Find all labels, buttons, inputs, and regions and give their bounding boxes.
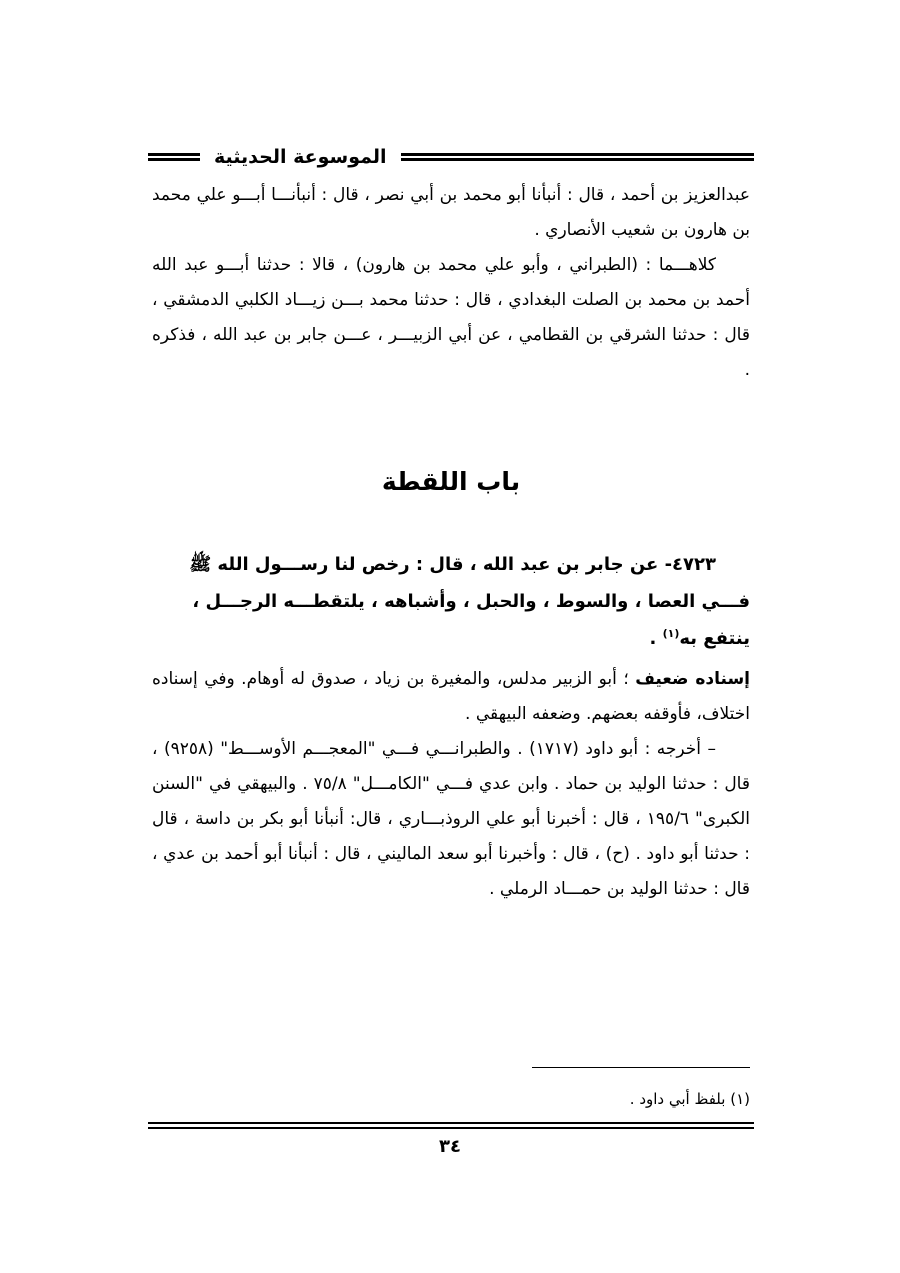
commentary — [152, 662, 750, 907]
header-rule-left — [148, 153, 200, 161]
footnote-rule — [532, 1067, 750, 1068]
hadith-end: . — [649, 628, 663, 649]
grading-paragraph — [152, 662, 750, 732]
footer-rule — [148, 1122, 754, 1129]
header-rule-right — [401, 153, 755, 161]
chain-continuation — [152, 178, 750, 388]
chain-paragraph-2: كلاهـــما : (الطبراني ، وأبو علي محمد بن هارون) ، قالا : حدثنا أبـــو عبد الله أحمد بن محمد بن الصلت البغدادي ، قال : حدثنا محمد بـــن زيـــاد الكلبي الدمشقي ، قال : حدثنا الشرقي بن القطامي ، عن أبي الزبيـــر ، عـــن جابر بن عبد الله ، فذكره . — [152, 255, 750, 380]
hadith-main-text: ٤٧٢٣- عن جابر بن عبد الله ، قال : رخص لنا رســـول الله ﷺ فـــي العصا ، والسوط ، والحبل ، وأشباهه ، يلتقطـــه الرجـــل ، ينتفع به — [189, 554, 750, 649]
takhrij-paragraph: – أخرجه : أبو داود (١٧١٧) . والطبرانـــي فـــي "المعجـــم الأوســـط" (٩٢٥٨) ، قال : حدثنا الوليد بن حماد . وابن عدي فـــي "الكامـــل" ٧٥/٨ . والبيهقي في "السنن الكبرى" ١٩٥/٦ ، قال : أخبرنا أبو علي الروذبـــاري ، قال: أنبأنا أبو بكر بن داسة ، قال : حدثنا أبو داود . (ح) ، قال : وأخبرنا أبو سعد الماليني ، قال : أنبأنا أبو أحمد بن عدي ، قال : حدثنا الوليد بن حمـــاد الرملي . — [152, 739, 750, 899]
grading-text: ؛ أبو الزبير مدلس، والمغيرة بن زياد ، صدوق له أوهام. وفي إسناده اختلاف، فأوقفه بعضهم. وضعفه البيهقي . — [152, 669, 750, 724]
page-number: ٣٤ — [439, 1136, 461, 1157]
chain-paragraph-1: عبدالعزيز بن أحمد ، قال : أنبأنا أبو محمد بن أبي نصر ، قال : أنبأنـــا أبـــو علي محمد بن هارون بن شعيب الأنصاري . — [152, 185, 750, 240]
hadith-body — [152, 546, 750, 657]
footnote-marker: (١) — [662, 627, 680, 640]
running-header — [148, 140, 754, 174]
hadith-text — [152, 546, 750, 657]
chapter-title: باب اللقطة — [381, 467, 521, 496]
footnote: (١) بلفظ أبي داود . — [629, 1090, 750, 1108]
book-title: الموسوعة الحديثية — [214, 146, 387, 168]
grading-label: إسناده ضعيف — [635, 669, 750, 689]
